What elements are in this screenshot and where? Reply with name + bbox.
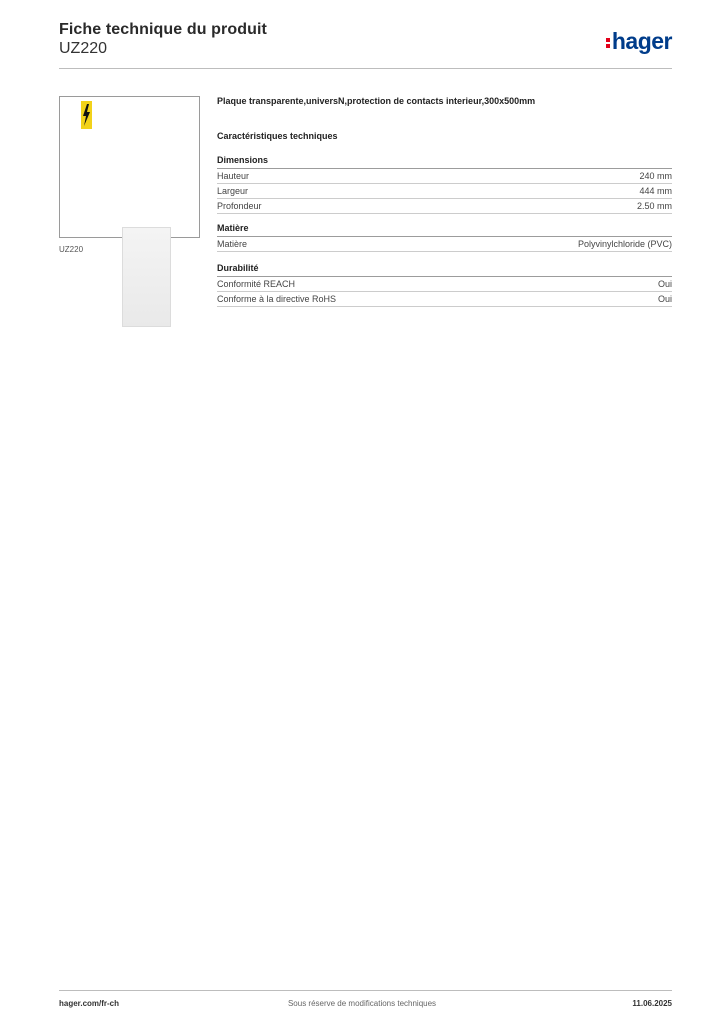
spec-label: Conformité REACH (217, 279, 296, 289)
product-reference: UZ220 (59, 40, 108, 57)
logo-text: hager (611, 28, 672, 54)
spec-group-dimensions (217, 155, 672, 214)
footer-website-link[interactable]: hager.com/fr-ch (59, 999, 120, 1008)
spec-group-title: Matière (217, 223, 672, 237)
spec-label: Conforme à la directive RoHS (217, 294, 337, 304)
technical-characteristics-heading: Caractéristiques techniques (217, 131, 338, 141)
footer-date: 11.06.2025 (632, 999, 672, 1008)
footer-divider (59, 990, 672, 991)
product-description: Plaque transparente,universN,protection de contacts interieur,300x500mm (217, 96, 536, 106)
spec-group-title: Dimensions (217, 155, 672, 169)
product-image-frame (59, 96, 200, 238)
spec-row-depth (217, 199, 672, 214)
spec-label: Hauteur (217, 171, 250, 181)
spec-group-durability (217, 263, 672, 307)
logo-dots-icon (606, 37, 610, 49)
spec-row-height (217, 169, 672, 184)
product-image (122, 227, 171, 327)
spec-value: Polyvinylchloride (PVC) (577, 239, 672, 249)
spec-row-rohs (217, 292, 672, 307)
header-divider (59, 68, 672, 69)
spec-row-reach (217, 277, 672, 292)
page-title: Fiche technique du produit (59, 21, 267, 38)
spec-label: Matière (217, 239, 248, 249)
spec-value: 240 mm (639, 171, 672, 181)
footer-disclaimer: Sous réserve de modifications techniques (287, 999, 437, 1008)
spec-value: Oui (657, 279, 672, 289)
lightning-icon (81, 101, 92, 129)
warning-label-icon (81, 101, 92, 129)
spec-row-material (217, 237, 672, 252)
spec-group-material (217, 223, 672, 252)
spec-group-title: Durabilité (217, 263, 672, 277)
product-image-caption: UZ220 (59, 245, 84, 254)
product-details (217, 96, 672, 307)
spec-row-width (217, 184, 672, 199)
hager-logo (606, 28, 672, 55)
spec-label: Largeur (217, 186, 249, 196)
spec-value: Oui (657, 294, 672, 304)
spec-value: 2.50 mm (636, 201, 672, 211)
spec-value: 444 mm (639, 186, 672, 196)
spec-label: Profondeur (217, 201, 262, 211)
